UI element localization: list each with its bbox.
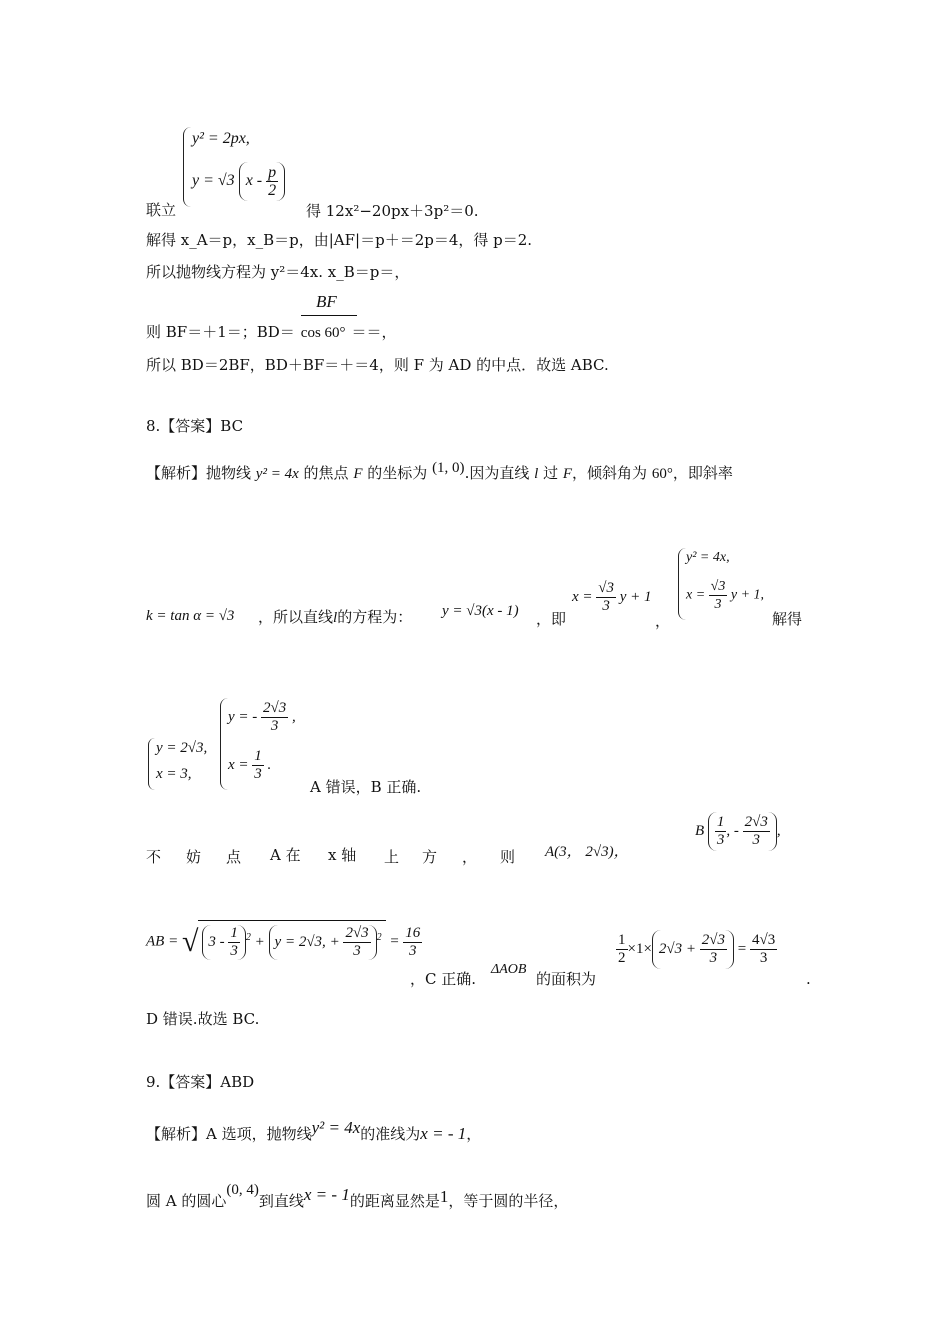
line-equation-text: ，所以直线l的方程为： xyxy=(258,608,413,626)
system-eq1: y² = 2px, xyxy=(192,130,250,147)
area-expression: $\frac{1}{2}$ ×1× 2√3 + $\frac{2√3}{3}$ = $\frac{4√3}{3}$ xyxy=(616,930,777,969)
point-b: B $\frac{1}{3}$ , - $\frac{2√3}{3}$ , xyxy=(695,812,781,851)
system-eq2: y = √3 x - $\frac{p}{2}$ xyxy=(192,162,285,201)
midpoint-line: 所以 BD＝2BF，BD＋BF＝＋＝4，则 F 为 AD 的中点．故选 ABC. xyxy=(146,356,609,374)
line-equation: y = √3(x - 1) xyxy=(442,603,519,619)
q9-answer: 9.【答案】ABD xyxy=(146,1073,255,1091)
r4-c0: 不 xyxy=(146,848,162,866)
period: . xyxy=(806,970,811,988)
q9-explanation-row1: 【解析】A 选项，抛物线y² = 4x的准线为x = - 1， xyxy=(146,1118,482,1143)
r4-c4: x 轴 xyxy=(328,846,357,864)
slope-expression: k = tan α = √3 xyxy=(146,608,235,624)
system2-eq2: x = $\frac{√3}{3}$ y + 1, xyxy=(686,579,765,612)
r4-c3: A 在 xyxy=(270,846,301,864)
ab-judgement: A 错误，B 正确. xyxy=(310,778,422,796)
bd-line: 则 BF＝＋1＝；BD＝ cos 60° ＝＝， xyxy=(146,323,397,341)
solution-line: 解得 x_A＝p，x_B＝p，由|AF|＝p＋＝2p＝4，得 p＝2. xyxy=(146,231,533,249)
system2-brace xyxy=(678,548,686,620)
q8-explanation-row1: 【解析】抛物线 y² = 4x 的焦点 F 的坐标为 (1, 0).因为直线 l 过 F，倾斜角为 60°，即斜率 xyxy=(146,460,733,482)
d-wrong-line: D 错误.故选 BC. xyxy=(146,1010,260,1028)
ji-label: ，即 xyxy=(536,610,567,628)
comma: ， xyxy=(655,612,671,630)
parabola-equation-line: 所以抛物线方程为 y²＝4x. x_B＝p＝， xyxy=(146,263,410,281)
r4-c6: 方 xyxy=(422,848,438,866)
solution2-y: y = - $\frac{2√3}{3}$ , xyxy=(228,700,296,734)
c-correct: ，C 正确. xyxy=(410,970,477,988)
lianli-result: 得 12x²−20px＋3p²＝0. xyxy=(306,202,479,220)
solution2-x: x = $\frac{1}{3}$ . xyxy=(228,748,272,782)
lianli-label: 联立 xyxy=(146,201,177,219)
q9-explanation-row2: 圆 A 的圆心(0, 4)到直线x = - 1的距离显然是1，等于圆的半径， xyxy=(146,1182,569,1210)
r4-c1: 妨 xyxy=(186,848,202,866)
r4-c7: ， xyxy=(462,848,478,866)
q8-answer: 8.【答案】BC xyxy=(146,417,244,435)
triangle-aob: ΔAOB xyxy=(491,962,527,977)
system-brace xyxy=(183,127,191,207)
solution2-brace xyxy=(220,698,228,790)
solution1-y: y = 2√3, xyxy=(156,740,208,756)
jiede-label: 解得 xyxy=(772,610,803,628)
r4-c2: 点 xyxy=(226,848,242,866)
solution1-x: x = 3, xyxy=(156,766,192,782)
area-label: 的面积为 xyxy=(536,970,597,988)
r4-c5: 上 xyxy=(384,848,400,866)
ab-length: AB = √ 3 - $\frac{1}{3}$ $^2$ + y = 2√3, + $\frac{2√3}{3}$ $^2$ = $\frac{16}{3}$ xyxy=(146,920,422,964)
bf-numerator: BF xyxy=(316,292,337,311)
x-equation: x = $\frac{√3}{3}$ y + 1 xyxy=(572,580,652,614)
point-a: A(3， 2√3)， xyxy=(545,844,629,860)
solution1-brace xyxy=(148,738,155,790)
r4-c8: 则 xyxy=(500,848,516,866)
system2-eq1: y² = 4x, xyxy=(686,550,730,565)
fraction-bar xyxy=(301,315,357,316)
